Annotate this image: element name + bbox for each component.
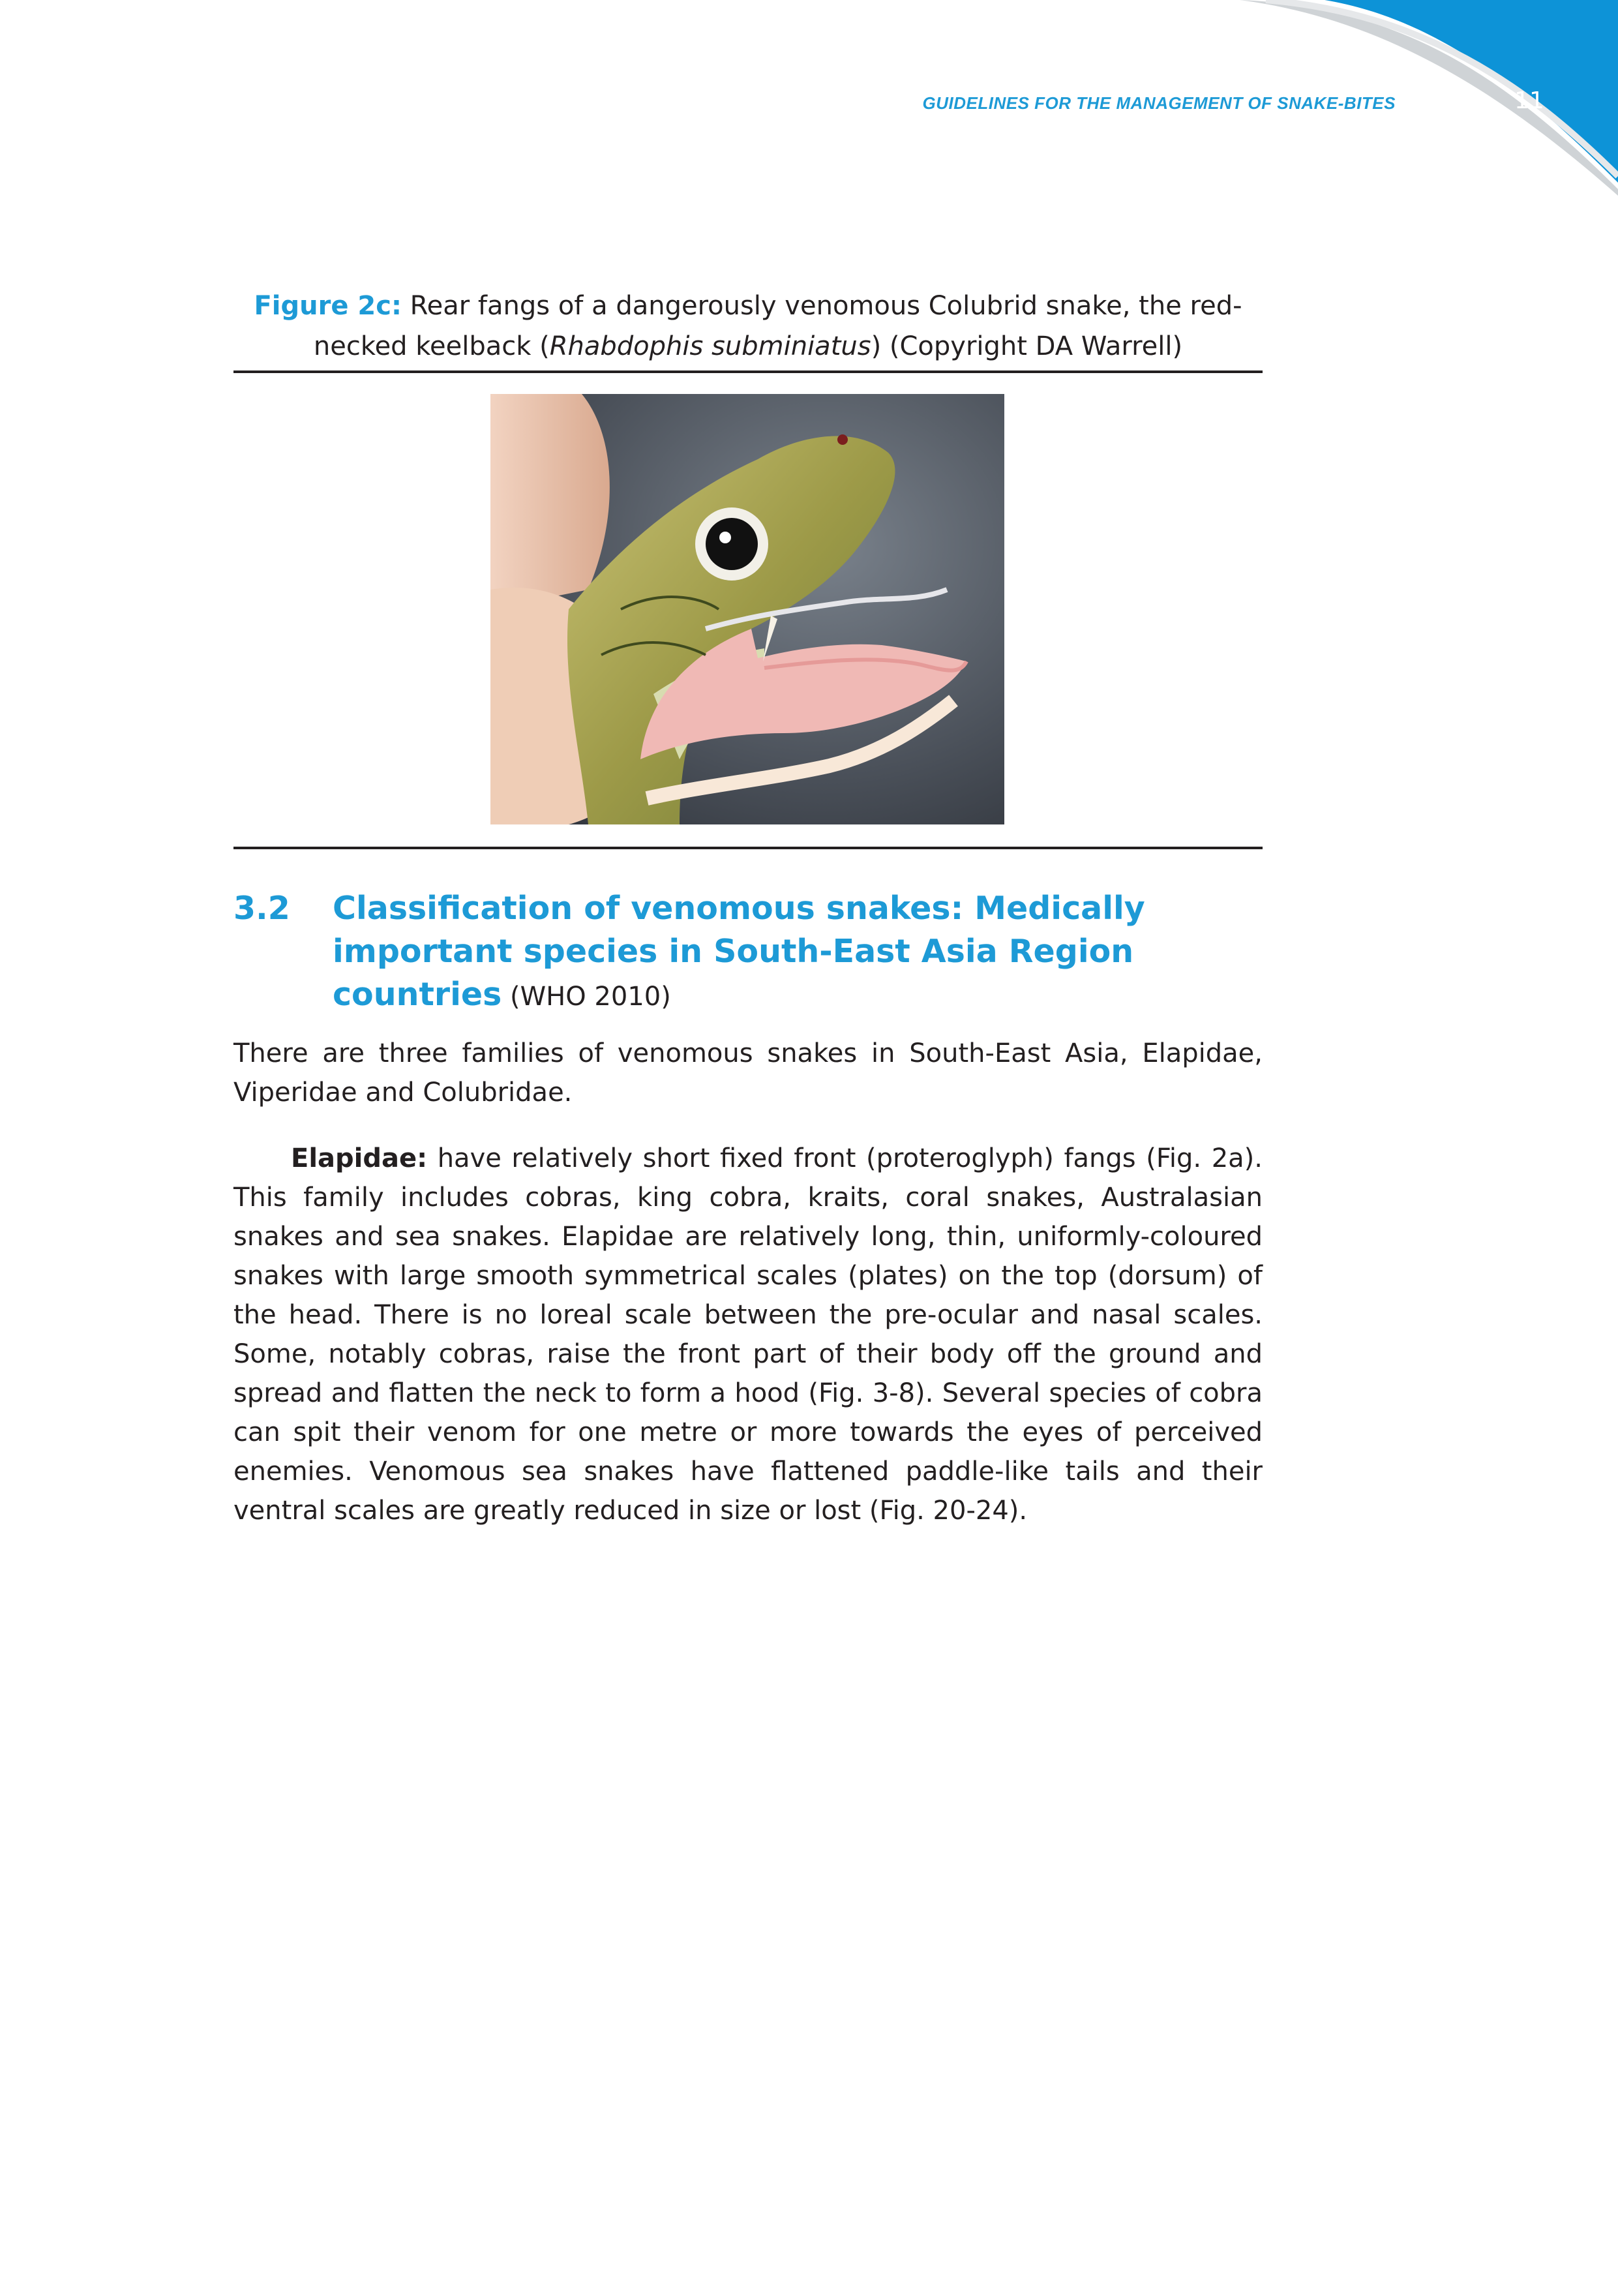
caption-lead-text: Rear fangs of a dangerously venomous Colubrid snake, the red-necked keelback ( [313, 291, 1242, 361]
section-number: 3.2 [233, 890, 290, 927]
figure-caption [233, 286, 1263, 367]
section-title-block [333, 887, 1272, 1018]
figure-label: Figure 2c: [254, 291, 402, 321]
section-reference: (WHO 2010) [502, 982, 671, 1012]
caption-tail-text: ) (Copyright DA Warrell) [871, 331, 1183, 361]
page-number: 11 [1514, 87, 1544, 114]
figure-bottom-rule [233, 847, 1263, 849]
snake-head-photo-icon [490, 394, 1004, 824]
running-header-title: GUIDELINES FOR THE MANAGEMENT OF SNAKE-BITES [922, 93, 1396, 113]
body-paragraph-intro: There are three families of venomous snakes in South-East Asia, Elapidae, Viperidae and Colubridae. [233, 1038, 1263, 1108]
section-title: Classification of venomous snakes: Medically important species in South-East Asia Region countries [333, 890, 1145, 1013]
body-paragraph-elapidae [233, 1139, 1263, 1530]
elapidae-description: have relatively short fixed front (proteroglyph) fangs (Fig. 2a). This family includes cobras, king cobra, kraits, coral snakes, Australasian snakes and sea snakes. Elapidae are relatively long, thin, uniformly-coloured snakes with large smooth symmetrical scales (plates) on the top (dorsum) of the head. There is no loreal scale between the pre-ocular and nasal scales. Some, notably cobras, raise the front part of their body off the ground and spread and flatten the neck to form a hood (Fig. 3-8). Several species of cobra can spit their venom for one metre or more towards the eyes of perceived enemies. Venomous sea snakes have flattened paddle-like tails and their ventral scales are greatly reduced in size or lost (Fig. 20-24). [233, 1143, 1263, 1526]
elapidae-term: Elapidae: [291, 1143, 428, 1173]
species-name: Rhabdophis subminiatus [549, 331, 871, 361]
caption-top-rule [233, 370, 1263, 373]
